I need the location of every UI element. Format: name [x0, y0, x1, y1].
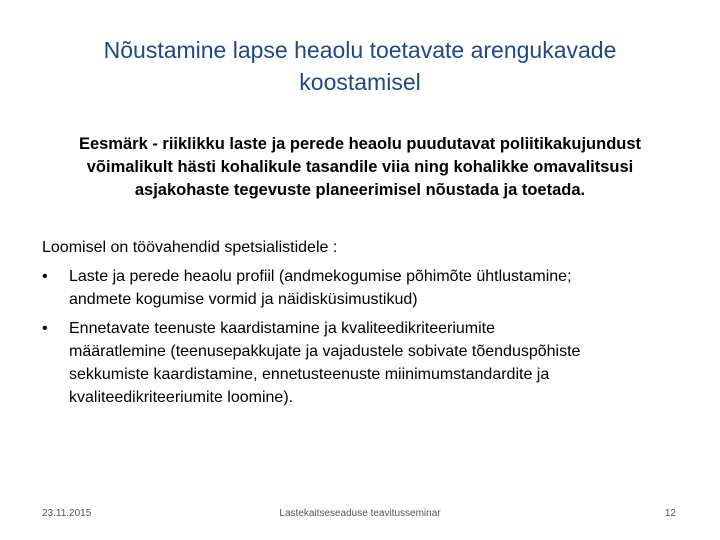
footer-page-number: 12 [664, 508, 676, 519]
bullet-dot-icon: • [42, 268, 48, 285]
goal-line-2: võimalikult hästi kohalikule tasandile viia ning kohalikke omavalitsusi [86, 158, 634, 176]
title-line-1: Nõustamine lapse heaolu toetavate arengukavade [103, 37, 617, 63]
slide-title [40, 34, 680, 98]
bullet-line: Ennetavate teenuste kaardistamine ja kvaliteedikriteeriumite [69, 320, 496, 337]
bullet-item [42, 317, 682, 409]
tools-heading: Loomisel on töövahendid spetsialistidele : [42, 239, 338, 256]
footer-date: 23.11.2015 [42, 508, 92, 519]
title-line-2: koostamisel [299, 69, 421, 95]
bullet-line: andmete kogumise vormid ja näidisküsimustikud) [69, 291, 418, 308]
bullet-text [69, 317, 682, 409]
bullet-line: Laste ja perede heaolu profiil (andmekogumise põhimõte ühtlustamine; [69, 268, 572, 285]
tools-section [42, 236, 682, 415]
bullet-line: sekkumiste kaardistamine, ennetusteenuste miinimumstandardite ja [69, 366, 550, 383]
goal-statement [50, 133, 670, 202]
goal-line-1: Eesmärk - riiklikku laste ja perede heaolu puudutavat poliitikakujundust [78, 135, 642, 153]
bullet-text [69, 265, 682, 311]
goal-line-3: asjakohaste tegevuste planeerimisel nõustada ja toetada. [134, 181, 586, 199]
bullet-dot-icon: • [42, 320, 48, 337]
bullet-line: määratlemine (teenusepakkujate ja vajadustele sobivate tõenduspõhiste [69, 343, 581, 360]
bullet-line: kvaliteedikriteeriumite loomine). [69, 389, 294, 406]
bullet-item [42, 265, 682, 311]
footer-event: Lastekaitseseaduse teavitusseminar [279, 508, 441, 519]
